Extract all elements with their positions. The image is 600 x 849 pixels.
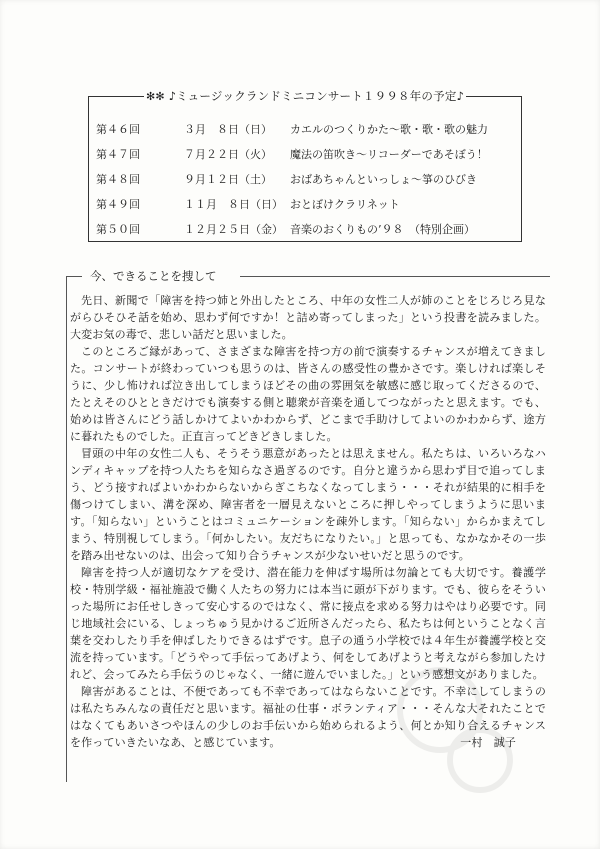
schedule-row — [96, 222, 513, 247]
schedule-title: ♪ミュージックランドミニコンサート１９９８年の予定♪ — [168, 89, 465, 103]
essay-paragraph: このところご縁があって、さまざまな障害を持つ方の前で演奏するチャンスが増えてきました。コンサートが終わっていつも思うのは、皆さんの感受性の豊かさです。楽しければ楽しそうに、少し怖ければ泣き出してしまうほどその曲の雰囲気を敏感に感じ取ってくださるので、たとえそのひとときだけでも演奏する側と聴衆が音楽を通してつながったと思えます。でも、始めは皆さんにどう話しかけてよいかわからず、どこまで手助けしてよいのかわからず、途方に暮れたものでした。正直言ってどきどきしました。 — [70, 345, 546, 443]
concert-number: 第４９回 — [96, 198, 140, 211]
concert-title: カエルのつくりかた～歌・歌・歌の魅力 — [290, 123, 488, 136]
concert-number: 第５０回 — [96, 223, 140, 236]
concert-date: ３月 ８日（日） — [184, 123, 272, 136]
frame-divider — [240, 276, 550, 277]
schedule-row — [96, 147, 513, 172]
schedule-title-bar — [89, 88, 521, 105]
concert-number: 第４７回 — [96, 148, 140, 161]
concert-date: １１月 ８日（日） — [184, 198, 283, 211]
concert-number: 第４８回 — [96, 173, 140, 186]
schedule-list — [96, 122, 513, 247]
schedule-row — [96, 122, 513, 147]
essay-paragraph: 障害を持つ人が適切なケアを受け、潜在能力を伸ばす場所は勿論とても大切です。養護学校・特別学級・福祉施設で働く人たちの努力には本当に頭が下がります。でも、彼らをそういった場所にお任せしきって安心するのではなく、常に接点を求める努力はやはり必要です。同じ地域社会にいる、しょっちゅう見かけるご近所さんだったら、私たちは何ということなく言葉を交わしたり手を伸ばしたりできるはずです。息子の通う小学校では４年生が養護学校と交流を持っています。「どうやって手伝ってあげよう、何をしてあげようと考えながら参加したけれど、会ってみたら手伝うのじゃなく、一緒に遊んでいました。」という感想文がありました。 — [70, 566, 546, 681]
concert-date: １２月２５日（金） — [184, 223, 283, 236]
essay-paragraph: 先日、新聞で「障害を持つ姉と外出したところ、中年の女性二人が姉のことをじろじろ見ながらひそひそ話を始め、思わず何ですか！と詰め寄ってしまった」という投書を読みました。大変お気の毒で、悲しい話だと思いました。 — [70, 294, 546, 341]
closing-paragraph — [70, 683, 546, 751]
concert-title: おとぼけクラリネット — [290, 198, 400, 211]
essay-heading: 今、できることを捜して — [90, 269, 217, 283]
concert-date: ９月１２日（土） — [184, 173, 272, 186]
essay-paragraph: 冒頭の中年の女性二人も、そうそう悪意があったとは思えません。私たちは、いろいろなハンディキャップを持つ人たちを知らなさ過ぎるのです。自分と違うから思わず目で追ってしまう、どう接すればよいかわからないからぎこちなくなってしまう・・・それが結果的に相手を傷つけてしまい、溝を深め、障害者を一層見えないところに押しやってしまうように思います。「知らない」ということはコミュニケーションを疎外します。「知らない」からかまえてしまう、特別視してしまう。「何かしたい。友だちになりたい。」と思っても、なかなかその一歩を踏み出せないのは、出会って知り合うチャンスが少ないせいだと思うのです。 — [70, 447, 546, 562]
concert-schedule-box — [88, 89, 522, 242]
concert-title: 音楽のおくりもの’９８ （特別企画） — [290, 223, 475, 236]
frame-divider — [66, 276, 67, 782]
schedule-row — [96, 197, 513, 222]
concert-number: 第４６回 — [96, 123, 140, 136]
frame-divider — [66, 276, 82, 277]
concert-title: 魔法の笛吹き～リコーダーであそぼう！ — [290, 148, 488, 161]
concert-title: おばあちゃんといっしょ～箏のひびき — [290, 173, 477, 186]
schedule-row — [96, 172, 513, 197]
author-signature: 一村 誠子 — [460, 736, 516, 749]
ornament-icon: ✻✻ — [145, 90, 165, 103]
essay-body — [70, 292, 546, 751]
concert-date: ７月２２日（火） — [184, 148, 272, 161]
essay-paragraph: 障害があることは、不便であっても不幸であってはならないことです。不幸にしてしまうのは私たちみんなの責任だと思います。福祉の仕事・ボランティア・・・そんな大それたことではなくてもあいさつやほんの少しのお手伝いから始められるよう、何とか知り合えるチャンスを作っていきたいなあ、と感じています。 — [70, 685, 546, 749]
essay-section — [66, 269, 550, 782]
